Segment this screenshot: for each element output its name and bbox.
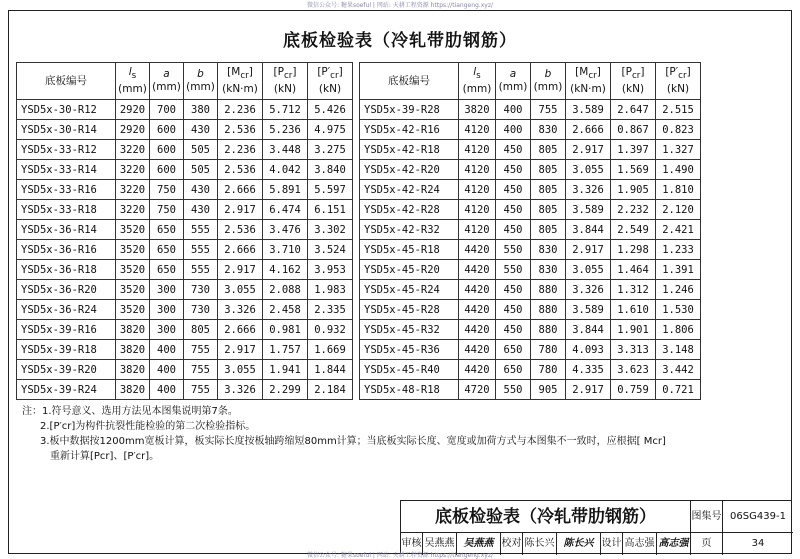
table-row: [17, 380, 701, 400]
column-gap: [353, 240, 360, 260]
right-cell: 4420: [459, 360, 496, 380]
left-cell: YSD5x-36-R18: [17, 260, 116, 280]
col-ppcr: $[P'_{cr}]$ (kN): [308, 63, 353, 100]
left-cell: 3.448: [263, 140, 308, 160]
right-cell: YSD5x-42-R24: [360, 180, 459, 200]
left-cell: 755: [184, 380, 218, 400]
left-cell: 5.597: [308, 180, 353, 200]
column-gap: [353, 100, 360, 120]
left-cell: 6.151: [308, 200, 353, 220]
right-cell: 1.901: [611, 320, 656, 340]
left-cell: 2.917: [218, 340, 263, 360]
left-cell: YSD5x-39-R20: [17, 360, 116, 380]
left-cell: 2.666: [218, 180, 263, 200]
col-mcr: $[M_{cr}]$ (kN·m): [218, 63, 263, 100]
right-cell: YSD5x-45-R24: [360, 280, 459, 300]
table-row: [17, 320, 701, 340]
column-gap: [353, 140, 360, 160]
left-cell: 1.844: [308, 360, 353, 380]
right-cell: YSD5x-42-R20: [360, 160, 459, 180]
left-cell: 430: [184, 120, 218, 140]
right-cell: 4420: [459, 320, 496, 340]
column-gap: [353, 160, 360, 180]
right-cell: 4120: [459, 220, 496, 240]
right-cell: 650: [496, 360, 531, 380]
page-title: 底板检验表（冷轧带肋钢筋）: [283, 31, 517, 51]
right-cell: 4420: [459, 260, 496, 280]
left-cell: 700: [150, 100, 184, 120]
left-cell: 2.666: [218, 240, 263, 260]
right-cell: 4420: [459, 300, 496, 320]
right-cell: 1.490: [656, 160, 701, 180]
table-row: [17, 200, 701, 220]
right-cell: 1.327: [656, 140, 701, 160]
left-cell: 3.302: [308, 220, 353, 240]
left-cell: 5.712: [263, 100, 308, 120]
left-cell: 4.162: [263, 260, 308, 280]
designer-signature: 高志强: [657, 533, 691, 555]
left-cell: 2.236: [218, 100, 263, 120]
right-cell: 2.421: [656, 220, 701, 240]
right-cell: 0.867: [611, 120, 656, 140]
left-cell: YSD5x-39-R18: [17, 340, 116, 360]
note-3-continued: 重新计算[Pcr]、[P′cr]。: [50, 451, 160, 462]
left-cell: 5.236: [263, 120, 308, 140]
left-cell: 555: [184, 260, 218, 280]
left-cell: 400: [150, 340, 184, 360]
left-cell: 3.524: [308, 240, 353, 260]
right-cell: 450: [496, 180, 531, 200]
notes: [22, 404, 666, 464]
column-gap: [353, 340, 360, 360]
reviewer-name: 吴燕燕: [423, 533, 457, 555]
left-cell: 3.840: [308, 160, 353, 180]
right-cell: 3.055: [566, 160, 611, 180]
right-cell: 3.623: [611, 360, 656, 380]
page-label: 页: [691, 533, 723, 555]
left-cell: 505: [184, 140, 218, 160]
table-row: [17, 360, 701, 380]
right-cell: 4420: [459, 240, 496, 260]
left-cell: YSD5x-36-R16: [17, 240, 116, 260]
right-cell: 880: [531, 300, 566, 320]
right-cell: 1.233: [656, 240, 701, 260]
left-cell: YSD5x-36-R14: [17, 220, 116, 240]
right-cell: 450: [496, 220, 531, 240]
right-cell: 4420: [459, 280, 496, 300]
table-row: [17, 340, 701, 360]
right-cell: 650: [496, 340, 531, 360]
column-gap: [353, 320, 360, 340]
right-cell: YSD5x-39-R28: [360, 100, 459, 120]
review-label: 审核: [401, 533, 423, 555]
left-cell: 400: [150, 360, 184, 380]
right-cell: 3.589: [566, 200, 611, 220]
right-cell: 1.397: [611, 140, 656, 160]
column-gap: [353, 120, 360, 140]
left-cell: 755: [184, 340, 218, 360]
table-row: [17, 180, 701, 200]
right-cell: 830: [531, 240, 566, 260]
note-2: 2.[P′cr]为构件抗裂性能检验的第二次检验指标。: [40, 421, 256, 432]
col-a-right: a (mm): [496, 63, 531, 100]
right-cell: 4.093: [566, 340, 611, 360]
left-cell: YSD5x-33-R16: [17, 180, 116, 200]
right-cell: 1.530: [656, 300, 701, 320]
left-cell: YSD5x-33-R12: [17, 140, 116, 160]
right-cell: 4120: [459, 140, 496, 160]
left-cell: 3.055: [218, 360, 263, 380]
column-gap: [353, 200, 360, 220]
right-cell: 805: [531, 160, 566, 180]
right-cell: 880: [531, 280, 566, 300]
check-label: 校对: [501, 533, 523, 555]
right-cell: YSD5x-42-R16: [360, 120, 459, 140]
right-cell: 3.326: [566, 180, 611, 200]
left-cell: 3220: [116, 200, 150, 220]
left-cell: 2.536: [218, 120, 263, 140]
right-cell: 450: [496, 320, 531, 340]
left-cell: 0.932: [308, 320, 353, 340]
left-cell: 400: [150, 380, 184, 400]
left-cell: 300: [150, 320, 184, 340]
table-row: [17, 100, 701, 120]
left-cell: 3.055: [218, 280, 263, 300]
col-ppcr-right: $[P'_{cr}]$ (kN): [656, 63, 701, 100]
right-cell: 755: [531, 100, 566, 120]
left-cell: 2.184: [308, 380, 353, 400]
left-cell: 3520: [116, 300, 150, 320]
left-cell: 650: [150, 220, 184, 240]
left-cell: 2.917: [218, 260, 263, 280]
right-cell: 0.823: [656, 120, 701, 140]
left-cell: 600: [150, 140, 184, 160]
left-cell: 2.458: [263, 300, 308, 320]
left-cell: 805: [184, 320, 218, 340]
right-cell: 3.313: [611, 340, 656, 360]
left-cell: 1.941: [263, 360, 308, 380]
right-cell: 3.148: [656, 340, 701, 360]
right-cell: 4120: [459, 160, 496, 180]
left-cell: YSD5x-30-R12: [17, 100, 116, 120]
right-cell: 2.917: [566, 140, 611, 160]
left-cell: 750: [150, 200, 184, 220]
left-cell: 380: [184, 100, 218, 120]
left-cell: 600: [150, 160, 184, 180]
left-cell: 300: [150, 300, 184, 320]
right-cell: 550: [496, 380, 531, 400]
left-cell: 3220: [116, 140, 150, 160]
right-cell: 3.055: [566, 260, 611, 280]
right-cell: 2.917: [566, 380, 611, 400]
right-cell: 805: [531, 200, 566, 220]
left-cell: 2.536: [218, 220, 263, 240]
left-cell: 2.666: [218, 320, 263, 340]
left-cell: YSD5x-39-R16: [17, 320, 116, 340]
table-row: [17, 120, 701, 140]
right-cell: YSD5x-45-R18: [360, 240, 459, 260]
column-gap: [353, 220, 360, 240]
col-ls: $l_s$ (mm): [116, 63, 150, 100]
left-cell: YSD5x-33-R14: [17, 160, 116, 180]
design-label: 设计: [601, 533, 623, 555]
right-cell: 4120: [459, 180, 496, 200]
left-cell: 4.975: [308, 120, 353, 140]
right-cell: 0.721: [656, 380, 701, 400]
right-cell: 400: [496, 120, 531, 140]
left-cell: 750: [150, 180, 184, 200]
right-cell: 1.312: [611, 280, 656, 300]
left-cell: YSD5x-39-R24: [17, 380, 116, 400]
atlas-label: 图集号: [691, 501, 723, 533]
left-cell: 2.236: [218, 140, 263, 160]
right-cell: YSD5x-48-R18: [360, 380, 459, 400]
title-block: [400, 500, 792, 554]
left-cell: 3.326: [218, 380, 263, 400]
right-cell: 2.666: [566, 120, 611, 140]
table-row: [17, 240, 701, 260]
right-cell: 3.442: [656, 360, 701, 380]
left-cell: 5.891: [263, 180, 308, 200]
col-mcr-right: $[M_{cr}]$ (kN·m): [566, 63, 611, 100]
left-cell: 3820: [116, 320, 150, 340]
col-code-right: 底板编号: [360, 63, 459, 100]
page-number: 34: [751, 538, 765, 549]
inspection-table: [16, 62, 701, 400]
right-cell: 3.589: [566, 100, 611, 120]
left-cell: 730: [184, 300, 218, 320]
left-cell: 1.757: [263, 340, 308, 360]
column-gap: [353, 260, 360, 280]
left-cell: 2.299: [263, 380, 308, 400]
watermark-bottom: 微信公众号: 糖果soeful | 网站: 天耕工程资源 https://tiangeng.xyz/: [307, 552, 493, 559]
right-cell: 1.298: [611, 240, 656, 260]
right-cell: 4720: [459, 380, 496, 400]
right-cell: 2.647: [611, 100, 656, 120]
table-row: [17, 220, 701, 240]
right-cell: 905: [531, 380, 566, 400]
left-cell: 600: [150, 120, 184, 140]
left-cell: 300: [150, 280, 184, 300]
right-cell: 805: [531, 180, 566, 200]
left-cell: 1.983: [308, 280, 353, 300]
table-row: [17, 280, 701, 300]
right-cell: 880: [531, 320, 566, 340]
right-cell: 2.917: [566, 240, 611, 260]
left-cell: 3.275: [308, 140, 353, 160]
table-row: [17, 260, 701, 280]
right-cell: 450: [496, 300, 531, 320]
column-gap: [353, 280, 360, 300]
left-cell: 2.536: [218, 160, 263, 180]
right-cell: 450: [496, 280, 531, 300]
right-cell: 400: [496, 100, 531, 120]
atlas-number: 06SG439-1: [723, 501, 793, 533]
watermark-top: 微信公众号: 糖果soeful | 网站: 天耕工程资源 https://tiangeng.xyz/: [307, 2, 493, 9]
note-3: 3.板中数据按1200mm宽板计算，板实际长度按板轴跨缩短80mm计算；当底板实际长度、宽度或加荷方式与本图集不一致时，应根据[ Mcr]: [40, 436, 666, 447]
right-cell: 805: [531, 140, 566, 160]
right-cell: 1.246: [656, 280, 701, 300]
right-cell: 2.549: [611, 220, 656, 240]
left-cell: 650: [150, 240, 184, 260]
right-cell: 1.806: [656, 320, 701, 340]
left-cell: 6.474: [263, 200, 308, 220]
right-cell: YSD5x-42-R18: [360, 140, 459, 160]
right-cell: 1.810: [656, 180, 701, 200]
column-gap: [353, 360, 360, 380]
col-b: b (mm): [184, 63, 218, 100]
left-cell: 505: [184, 160, 218, 180]
checker-signature: 陈长兴: [557, 533, 601, 555]
left-cell: 3.710: [263, 240, 308, 260]
col-pcr: $[P_{cr}]$ (kN): [263, 63, 308, 100]
left-cell: 5.426: [308, 100, 353, 120]
left-cell: 2920: [116, 120, 150, 140]
right-cell: 1.610: [611, 300, 656, 320]
left-cell: 3520: [116, 280, 150, 300]
table-row: [17, 300, 701, 320]
left-cell: 3820: [116, 380, 150, 400]
left-cell: YSD5x-36-R20: [17, 280, 116, 300]
right-cell: YSD5x-45-R20: [360, 260, 459, 280]
left-cell: 3520: [116, 240, 150, 260]
reviewer-signature: 吴燕燕: [457, 533, 501, 555]
right-cell: 450: [496, 140, 531, 160]
right-cell: 1.569: [611, 160, 656, 180]
right-cell: YSD5x-45-R28: [360, 300, 459, 320]
right-cell: 4.335: [566, 360, 611, 380]
left-cell: YSD5x-33-R18: [17, 200, 116, 220]
checker-name: 陈长兴: [523, 533, 557, 555]
left-cell: 755: [184, 360, 218, 380]
left-cell: 3520: [116, 260, 150, 280]
left-cell: 2.917: [218, 200, 263, 220]
left-cell: 3.326: [218, 300, 263, 320]
column-gap: [353, 63, 360, 100]
left-cell: 430: [184, 180, 218, 200]
note-1: 注：1.符号意义、选用方法见本图集说明第7条。: [22, 406, 238, 417]
table-row: [17, 160, 701, 180]
right-cell: 550: [496, 240, 531, 260]
left-cell: 4.042: [263, 160, 308, 180]
left-cell: YSD5x-36-R24: [17, 300, 116, 320]
left-cell: 3820: [116, 360, 150, 380]
left-cell: 730: [184, 280, 218, 300]
right-cell: 0.759: [611, 380, 656, 400]
left-cell: 3220: [116, 160, 150, 180]
right-cell: 830: [531, 260, 566, 280]
col-code: 底板编号: [17, 63, 116, 100]
col-pcr-right: $[P_{cr}]$ (kN): [611, 63, 656, 100]
left-cell: 2920: [116, 100, 150, 120]
right-cell: YSD5x-45-R40: [360, 360, 459, 380]
right-cell: 550: [496, 260, 531, 280]
right-cell: 3.844: [566, 320, 611, 340]
left-cell: 2.335: [308, 300, 353, 320]
right-cell: 3.844: [566, 220, 611, 240]
col-ls-right: $l_s$ (mm): [459, 63, 496, 100]
designer-name: 高志强: [623, 533, 657, 555]
right-cell: 450: [496, 200, 531, 220]
left-cell: 3520: [116, 220, 150, 240]
right-cell: 3820: [459, 100, 496, 120]
left-cell: 555: [184, 220, 218, 240]
right-cell: 780: [531, 340, 566, 360]
left-cell: 3.953: [308, 260, 353, 280]
left-cell: 2.088: [263, 280, 308, 300]
right-cell: 1.905: [611, 180, 656, 200]
table-row: [17, 140, 701, 160]
left-cell: 3820: [116, 340, 150, 360]
left-cell: 3.476: [263, 220, 308, 240]
right-cell: YSD5x-45-R36: [360, 340, 459, 360]
left-cell: YSD5x-30-R14: [17, 120, 116, 140]
right-cell: 2.120: [656, 200, 701, 220]
left-cell: 650: [150, 260, 184, 280]
right-cell: 3.326: [566, 280, 611, 300]
column-gap: [353, 300, 360, 320]
title-block-title: 底板检验表（冷轧带肋钢筋）: [401, 501, 691, 533]
column-gap: [353, 180, 360, 200]
right-cell: 830: [531, 120, 566, 140]
left-cell: 0.981: [263, 320, 308, 340]
right-cell: 4120: [459, 120, 496, 140]
column-gap: [353, 380, 360, 400]
right-cell: 805: [531, 220, 566, 240]
right-cell: 3.589: [566, 300, 611, 320]
col-b-right: b (mm): [531, 63, 566, 100]
left-cell: 3220: [116, 180, 150, 200]
right-cell: YSD5x-42-R32: [360, 220, 459, 240]
table-header-row: [17, 63, 701, 100]
right-cell: YSD5x-42-R28: [360, 200, 459, 220]
right-cell: 1.391: [656, 260, 701, 280]
left-cell: 555: [184, 240, 218, 260]
right-cell: 780: [531, 360, 566, 380]
right-cell: 4420: [459, 340, 496, 360]
right-cell: 2.515: [656, 100, 701, 120]
right-cell: YSD5x-45-R32: [360, 320, 459, 340]
left-cell: 430: [184, 200, 218, 220]
right-cell: 1.464: [611, 260, 656, 280]
right-cell: 2.232: [611, 200, 656, 220]
col-a: a (mm): [150, 63, 184, 100]
right-cell: 4120: [459, 200, 496, 220]
right-cell: 450: [496, 160, 531, 180]
left-cell: 1.669: [308, 340, 353, 360]
